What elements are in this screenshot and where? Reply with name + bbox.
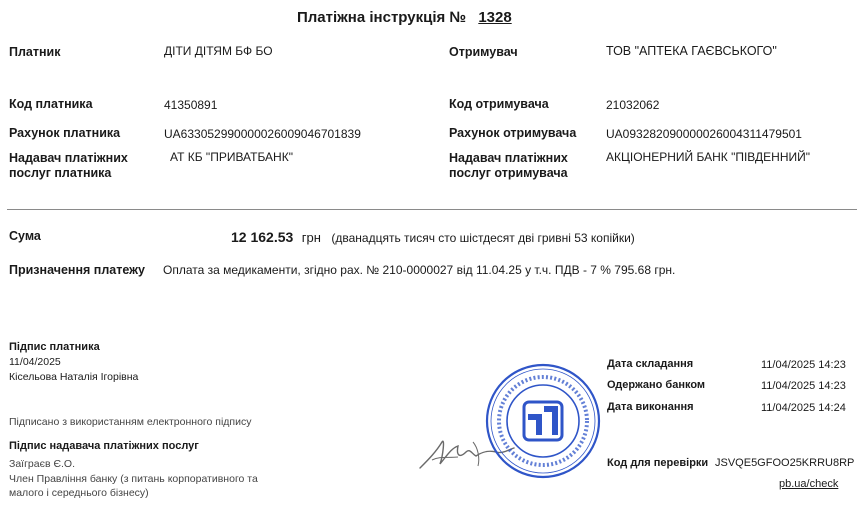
amount-in-words: (дванадцять тисяч сто шістдесят дві гривні 53 копійки) [331,231,635,245]
payer-label: Платник [9,45,61,59]
amount-value: 12 162.53 [231,229,294,245]
amount-currency: грн [301,230,321,245]
payer-provider-label-1: Надавач платіжних [9,151,128,165]
payer-signature-name: Кісельова Наталія Ігорівна [9,371,139,383]
date-executed-value: 11/04/2025 14:24 [761,402,846,414]
provider-signer-name: Заїграєв Є.О. [9,458,76,470]
recipient-name: ТОВ "АПТЕКА ГАЄВСЬКОГО" [606,44,777,58]
date-received-label: Одержано банком [607,379,706,391]
payer-code: 41350891 [164,98,218,112]
verification-link[interactable]: pb.ua/check [779,478,839,490]
bank-stamp [484,362,602,480]
recipient-provider-label-2: послуг отримувача [449,166,568,180]
date-created-label: Дата складання [607,358,694,370]
recipient-code-label: Код отримувача [449,97,549,111]
date-executed-label: Дата виконання [607,401,694,413]
recipient-account-label: Рахунок отримувача [449,126,577,140]
verification-label: Код для перевірки [607,457,709,469]
payer-signature-date: 11/04/2025 [9,356,61,368]
payer-name: ДІТИ ДІТЯМ БФ БО [164,44,273,58]
purpose-label: Призначення платежу [9,263,145,277]
payer-signature-label: Підпис платника [9,341,100,353]
amount-row [231,229,635,247]
purpose-text: Оплата за медикаменти, згідно рах. № 210-0000027 від 11.04.25 у т.ч. ПДВ - 7 % 795.68 грн. [163,263,676,277]
recipient-label: Отримувач [449,45,518,59]
e-signature-note: Підписано з використанням електронного підпису [9,416,252,428]
payer-account-label: Рахунок платника [9,126,121,140]
recipient-code: 21032062 [606,98,660,112]
payer-provider: АТ КБ "ПРИВАТБАНК" [170,150,293,164]
date-received-value: 11/04/2025 14:23 [761,380,846,392]
recipient-provider-label-1: Надавач платіжних [449,151,568,165]
payer-account: UA633052990000026009046701839 [164,127,361,141]
provider-signer-position-1: Член Правління банку (з питань корпоративного та [9,473,258,485]
amount-label: Сума [9,229,41,243]
payer-code-label: Код платника [9,97,93,111]
provider-signer-position-2: малого і середнього бізнесу) [9,487,149,499]
document-title [297,9,512,26]
divider [7,209,857,210]
recipient-provider: АКЦІОНЕРНИЙ БАНК "ПІВДЕННИЙ" [606,150,810,164]
recipient-account: UA093282090000026004311479501 [606,127,802,141]
document-title-text: Платіжна інструкція № [297,9,467,26]
date-created-value: 11/04/2025 14:23 [761,359,846,371]
verification-code: JSVQE5GFOO25KRRU8RP [715,457,855,469]
document-number: 1328 [478,9,512,26]
provider-signature-label: Підпис надавача платіжних послуг [9,440,199,452]
payer-provider-label-2: послуг платника [9,166,112,180]
